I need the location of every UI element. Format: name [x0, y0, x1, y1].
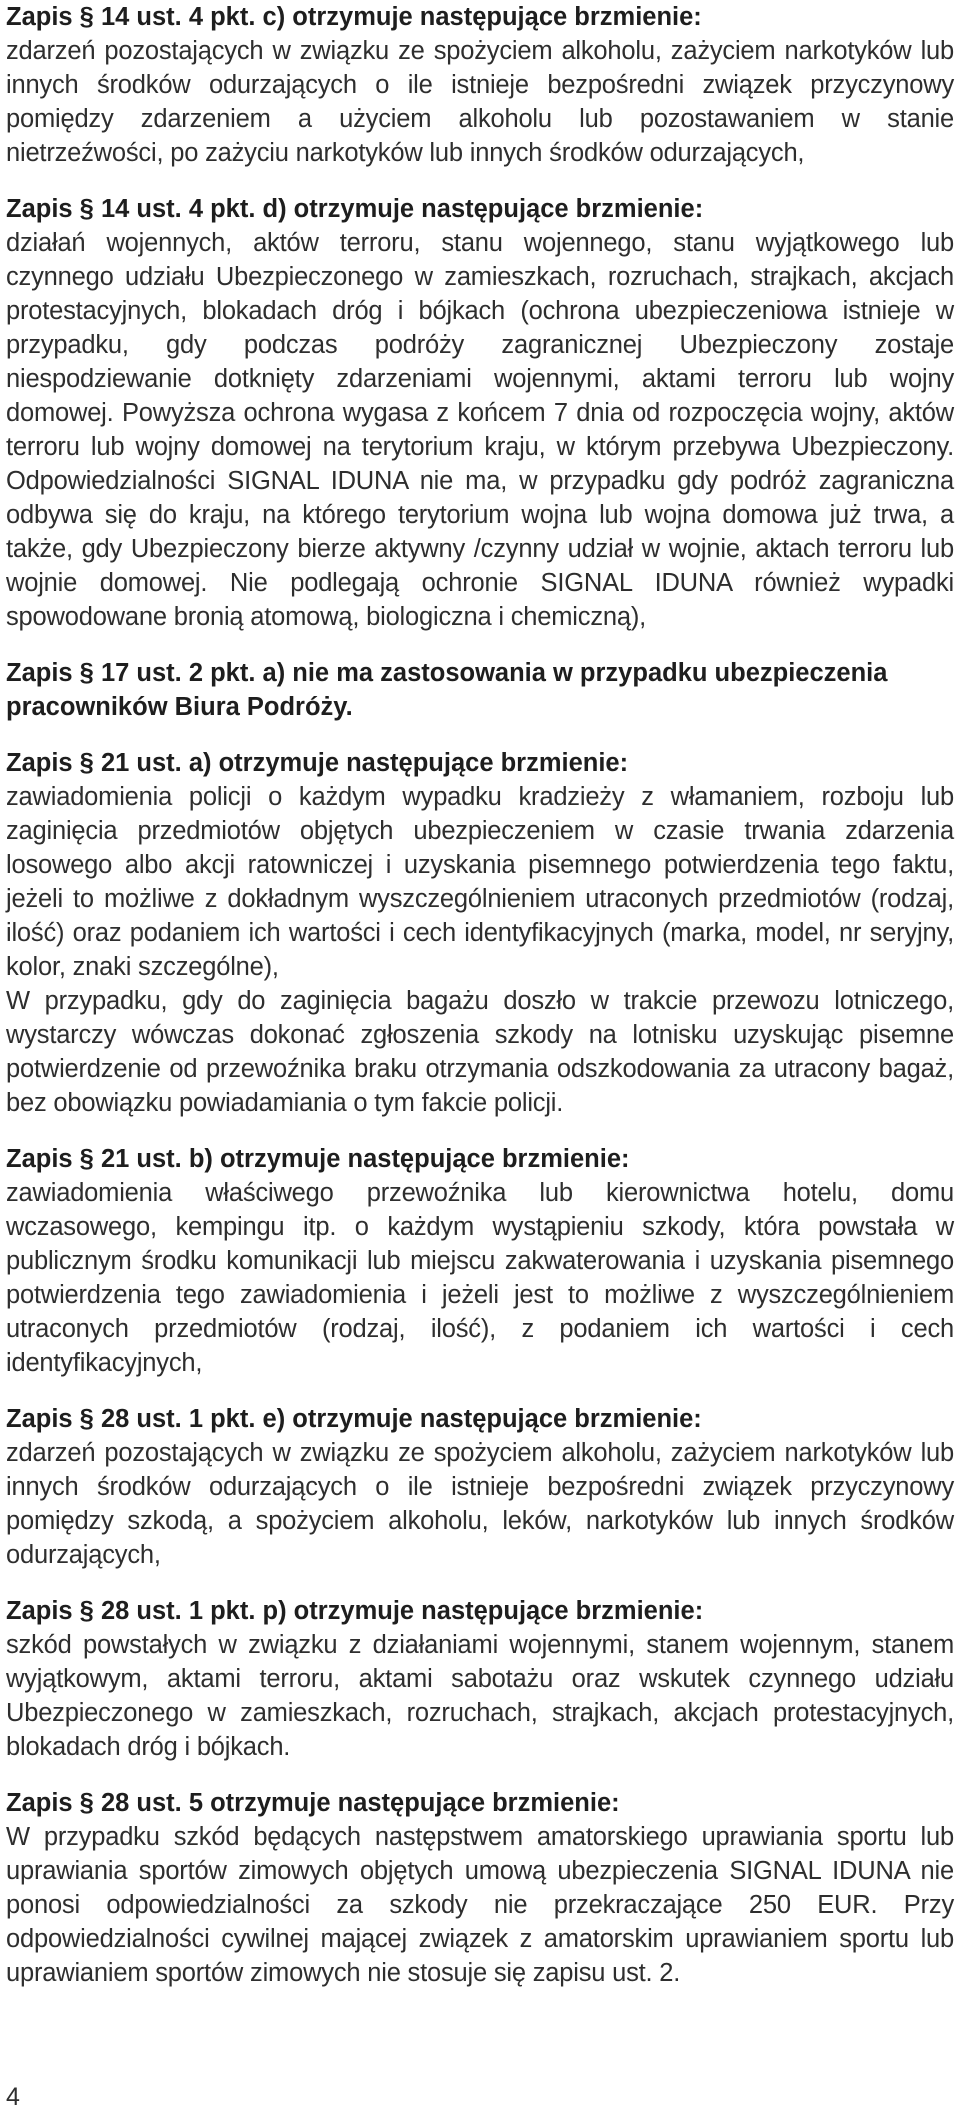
section-28-1-e	[6, 1402, 954, 1572]
section-paragraph: zawiadomienia policji o każdym wypadku kradzieży z włamaniem, rozboju lub zaginięcia przedmiotów objętych ubezpieczeniem w czasie trwania zdarzenia losowego albo akcji ratowniczej i uzyskania pisemnego potwierdzenia tego faktu, jeżeli to możliwe z dokładnym wyszczególnieniem utraconych przedmiotów (rodzaj, ilość) oraz podaniem ich wartości i cech identyfikacyjnych (marka, model, nr seryjny, kolor, znaki szczególne),	[6, 783, 954, 981]
section-paragraph: zawiadomienia właściwego przewoźnika lub kierownictwa hotelu, domu wczasowego, kempingu itp. o każdym wystąpieniu szkody, która powstała w publicznym środku komunikacji lub miejscu zakwaterowania i uzyskania pisemnego potwierdzenia tego zawiadomienia i jeżeli jest to możliwe z wyszczególnieniem utraconych przedmiotów (rodzaj, ilość), z podaniem ich wartości i cech identyfikacyjnych,	[6, 1179, 954, 1377]
section-heading: Zapis § 28 ust. 1 pkt. p) otrzymuje następujące brzmienie:	[6, 1597, 704, 1625]
section-21-b	[6, 1142, 954, 1380]
section-heading: Zapis § 17 ust. 2 pkt. a) nie ma zastosowania w przypadku ubezpieczenia pracowników Biura Podróży.	[6, 659, 888, 721]
section-heading: Zapis § 21 ust. b) otrzymuje następujące brzmienie:	[6, 1145, 630, 1173]
section-paragraph: zdarzeń pozostających w związku ze spożyciem alkoholu, zażyciem narkotyków lub innych środków odurzających o ile istnieje bezpośredni związek przyczynowy pomiędzy szkodą, a spożyciem alkoholu, leków, narkotyków lub innych środków odurzających,	[6, 1439, 954, 1569]
section-paragraph: W przypadku, gdy do zaginięcia bagażu doszło w trakcie przewozu lotniczego, wystarczy wówczas dokonać zgłoszenia szkody na lotnisku uzyskując pisemne potwierdzenie od przewoźnika braku otrzymania odszkodowania za utracony bagaż, bez obowiązku powiadamiania o tym fakcie policji.	[6, 987, 954, 1117]
section-heading: Zapis § 28 ust. 1 pkt. e) otrzymuje następujące brzmienie:	[6, 1405, 702, 1433]
section-14-4-c	[6, 0, 954, 170]
section-paragraph: szkód powstałych w związku z działaniami wojennymi, stanem wojennym, stanem wyjątkowym, aktami terroru, aktami sabotażu oraz wskutek czynnego udziału Ubezpieczonego w zamieszkach, rozruchach, strajkach, akcjach protestacyjnych, blokadach dróg i bójkach.	[6, 1631, 954, 1761]
section-17-2-a	[6, 656, 954, 724]
page-number: 4	[6, 2083, 20, 2111]
section-paragraph: zdarzeń pozostających w związku ze spożyciem alkoholu, zażyciem narkotyków lub innych środków odurzających o ile istnieje bezpośredni związek przyczynowy pomiędzy zdarzeniem a użyciem alkoholu lub pozostawaniem w stanie nietrzeźwości, po zażyciu narkotyków lub innych środków odurzających,	[6, 37, 954, 167]
section-heading: Zapis § 21 ust. a) otrzymuje następujące brzmienie:	[6, 749, 629, 777]
section-14-4-d	[6, 192, 954, 634]
section-heading: Zapis § 14 ust. 4 pkt. c) otrzymuje następujące brzmienie:	[6, 3, 702, 31]
section-heading: Zapis § 14 ust. 4 pkt. d) otrzymuje następujące brzmienie:	[6, 195, 704, 223]
section-heading: Zapis § 28 ust. 5 otrzymuje następujące brzmienie:	[6, 1789, 620, 1817]
section-paragraph: działań wojennych, aktów terroru, stanu wojennego, stanu wyjątkowego lub czynnego udziału Ubezpieczonego w zamieszkach, rozruchach, strajkach, akcjach protestacyjnych, blokadach dróg i bójkach (ochrona ubezpieczeniowa istnieje w przypadku, gdy podczas podróży zagranicznej Ubezpieczony zostaje niespodziewanie dotknięty zdarzeniami wojennymi, aktami terroru lub wojny domowej. Powyższa ochrona wygasa z końcem 7 dnia od rozpoczęcia wojny, aktów terroru lub wojny domowej na terytorium kraju, w którym przebywa Ubezpieczony. Odpowiedzialności SIGNAL IDUNA nie ma, w przypadku gdy podróż zagraniczna odbywa się do kraju, na którego terytorium wojna lub wojna domowa już trwa, a także, gdy Ubezpieczony bierze aktywny /czynny udział w wojnie, aktach terroru lub wojnie domowej. Nie podlegają ochronie SIGNAL IDUNA również wypadki spowodowane bronią atomową, biologiczna i chemiczną),	[6, 229, 954, 631]
section-28-5	[6, 1786, 954, 1990]
section-28-1-p	[6, 1594, 954, 1764]
section-21-a	[6, 746, 954, 1120]
document-page	[6, 0, 954, 1990]
section-paragraph: W przypadku szkód będących następstwem amatorskiego uprawiania sportu lub uprawiania sportów zimowych objętych umową ubezpieczenia SIGNAL IDUNA nie ponosi odpowiedzialności za szkody nie przekraczające 250 EUR. Przy odpowiedzialności cywilnej mającej związek z amatorskim uprawianiem sportu lub uprawianiem sportów zimowych nie stosuje się zapisu ust. 2.	[6, 1823, 954, 1987]
